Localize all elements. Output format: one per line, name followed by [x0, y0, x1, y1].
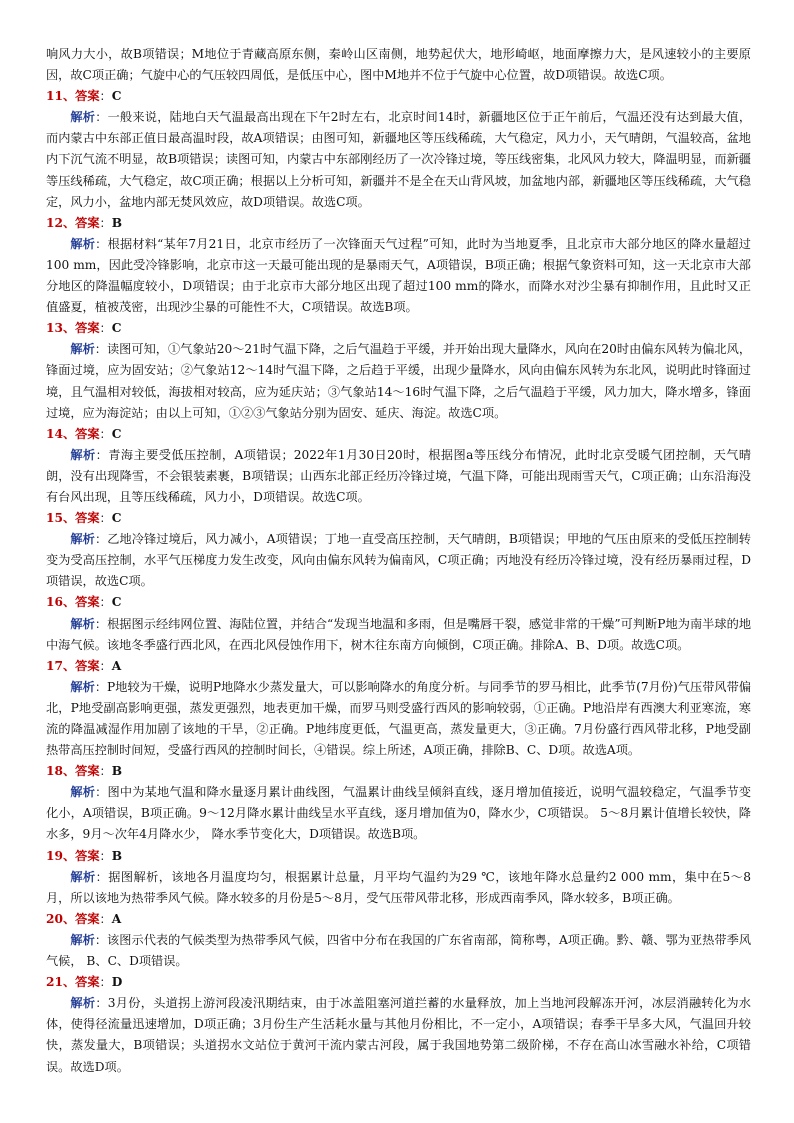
answer-label: 答案: [75, 595, 100, 610]
answer-line: 20、答案：A: [46, 911, 122, 926]
answer-list: [46, 86, 751, 1077]
analysis-paragraph: 解析：图中为某地气温和降水量逐月累计曲线图，气温累计曲线呈倾斜直线，逐月增加值接近，说明气温较稳定，气温季节变化小，A项错误，B项正确。9～12月降水累计曲线呈水平直线，逐月增加值为0，降水少，C项错误。 5～8月累计值增长较快，降水多，9月～次年4月降水少， 降水季节变化大，D项错误。故选B项。: [46, 785, 752, 842]
analysis-paragraph: 解析：根据材料“某年7月21日，北京市经历了一次锋面天气过程”可知，此时为当地夏季，且北京市大部分地区的降水量超过100 mm，因此受冷锋影响，北京市这一天最可能出现的是暴雨天气，A项错误，B项正确；根据气象资料可知，这一天北京市大部分地区的降温幅度较小，D项错误；由于北京市大部分地区出现了超过100 mm的降水，而降水对沙尘暴有抑制作用，且此时又正值盛夏，植被茂密，出现沙尘暴的可能性不大，C项错误。故选B项。: [46, 236, 751, 315]
answer-label: 答案: [75, 764, 100, 779]
analysis-text: 3月份，头道拐上游河段凌汛期结束，由于冰盖阻塞河道拦蓄的水量释放，加上当地河段解冻开河，冰层消融转化为水体，使得径流量迅速增加，D项正确；3月份生产生活耗水量与其他月份相比，不一定小，A项错误；春季干旱多大风，气温回升较快，蒸发量大，B项错误；头道拐水文站位于黄河干流内蒙古河段，属于我国地势第二级阶梯，不存在高山冰雪融水补给，C项错误。故选D项。: [46, 996, 751, 1074]
answer-value: A: [111, 658, 122, 673]
answer-label: 答案: [75, 321, 100, 336]
analysis-label: 解析: [70, 679, 95, 694]
analysis-label: 解析: [70, 996, 96, 1011]
question-number: 17、: [46, 658, 76, 673]
answer-line: 16、答案：C: [46, 595, 122, 610]
answer-item: [46, 592, 751, 655]
analysis-label: 解析: [70, 532, 95, 547]
answer-value: B: [111, 764, 123, 779]
question-number: 20、: [46, 911, 76, 926]
answer-item: [46, 86, 751, 213]
question-number: 16、: [46, 595, 76, 610]
answer-label: 答案: [75, 848, 100, 863]
analysis-label: 解析: [70, 869, 96, 884]
answer-value: A: [111, 911, 122, 926]
question-number: 14、: [46, 426, 76, 441]
answer-value: B: [111, 848, 123, 863]
analysis-text: 据图解析，该地各月温度均匀，根据累计总量，月平均气温约为29 ℃，该地年降水总量约2 000 mm，集中在5～8月，所以该地为热带季风气候。降水较多的月份是5～8月，受气压带风带北移，形成西南季风，降水较多，B项正确。: [46, 869, 752, 905]
answer-line: 18、答案：B: [46, 764, 123, 779]
analysis-label: 解析: [70, 447, 96, 462]
analysis-paragraph: 解析：据图解析，该地各月温度均匀，根据累计总量，月平均气温约为29 ℃，该地年降水总量约2 000 mm，集中在5～8月，所以该地为热带季风气候。降水较多的月份是5～8月，受气压带风带北移，形成西南季风，降水较多，B项正确。: [46, 869, 752, 905]
answer-value: C: [111, 321, 122, 336]
analysis-paragraph: 解析：该图示代表的气候类型为热带季风气候，四省中分布在我国的广东省南部，简称粤，A项正确。黔、赣、鄂为亚热带季风气候， B、C、D项错误。: [46, 932, 752, 969]
analysis-text: 根据图示经纬网位置、海陆位置，并结合“发现当地温和多雨，但是嘴唇干裂，感觉非常的干燥”可判断P地为南半球的地中海气候。该地冬季盛行西北风，在西北风侵蚀作用下，树木往东南方向倾倒，C项正确。排除A、B、D项。故选C项。: [46, 616, 752, 652]
analysis-label: 解析: [70, 342, 95, 357]
question-number: 15、: [46, 511, 76, 526]
analysis-label: 解析: [70, 932, 95, 947]
answer-label: 答案: [75, 215, 100, 230]
intro-paragraph: 响风力大小，故B项错误；M地位于青藏高原东侧，秦岭山区南侧，地势起伏大，地形崎岖，地面摩擦力大，是风速较小的主要原因，故C项正确；气旋中心的气压较四周低，是低压中心，图中M地并不位于气旋中心位置，故D项错误。故选C项。: [46, 47, 751, 83]
analysis-paragraph: 解析：根据图示经纬网位置、海陆位置，并结合“发现当地温和多雨，但是嘴唇干裂，感觉非常的干燥”可判断P地为南半球的地中海气候。该地冬季盛行西北风，在西北风侵蚀作用下，树木往东南方向倾倒，C项正确。排除A、B、D项。故选C项。: [46, 616, 752, 652]
answer-line: 17、答案：A: [46, 658, 122, 673]
answer-item: [46, 508, 751, 592]
answer-label: 答案: [75, 511, 100, 526]
question-number: 18、: [46, 764, 76, 779]
analysis-paragraph: 解析：青海主要受低压控制，A项错误；2022年1月30日20时，根据图a等压线分布情况，此时北京受暖气团控制，天气晴朗，没有出现降雪，不会银装素裹，B项错误；山西东北部正经历冷锋过境，气温下降，可能出现雨雪天气，C项正确；山东沿海没有台风出现，且等压线稀疏，风力小，D项错误。故选C项。: [46, 447, 752, 504]
answer-label: 答案: [75, 975, 100, 990]
analysis-text: 青海主要受低压控制，A项错误；2022年1月30日20时，根据图a等压线分布情况，此时北京受暖气团控制，天气晴朗，没有出现降雪，不会银装素裹，B项错误；山西东北部正经历冷锋过境，气温下降，可能出现雨雪天气，C项正确；山东沿海没有台风出现，且等压线稀疏，风力小，D项错误。故选C项。: [46, 447, 752, 504]
analysis-label: 解析: [70, 785, 96, 800]
answer-value: C: [111, 511, 122, 526]
analysis-text: 根据材料“某年7月21日，北京市经历了一次锋面天气过程”可知，此时为当地夏季，且北京市大部分地区的降水量超过100 mm，因此受冷锋影响，北京市这一天最可能出现的是暴雨天气，A项错误，B项正确；根据气象资料可知，这一天北京市大部分地区的降温幅度较小，D项错误；由于北京市大部分地区出现了超过100 mm的降水，而降水对沙尘暴有抑制作用，且此时又正值盛夏，植被茂密，出现沙尘暴的可能性不大，C项错误。故选B项。: [46, 236, 751, 315]
answer-item: [46, 318, 751, 423]
answer-item: [46, 213, 751, 318]
question-number: 19、: [46, 848, 76, 863]
answer-value: D: [111, 975, 123, 990]
answer-item: [46, 656, 751, 761]
analysis-text: 乙地冷锋过境后，风力减小，A项错误；丁地一直受高压控制，天气晴朗，B项错误；甲地的气压由原来的受低压控制转变为受高压控制，水平气压梯度力发生改变，风向由偏东风转为偏南风，C项正确；丙地没有经历冷锋过境，没有经历暴雨过程，D项错误，故选C项。: [46, 532, 751, 589]
answer-line: 21、答案：D: [46, 975, 123, 990]
answer-item: [46, 846, 751, 909]
answer-label: 答案: [75, 426, 100, 441]
question-number: 21、: [46, 975, 76, 990]
answer-label: 答案: [75, 89, 100, 104]
analysis-paragraph: 解析：P地较为干燥，说明P地降水少蒸发量大，可以影响降水的角度分析。与同季节的罗马相比，此季节(7月份)气压带风带偏北，P地受副高影响更强，蒸发更强烈，地表更加干燥，而罗马则受盛行西风的影响较弱，①正确。P地沿岸有西澳大利亚寒流，寒流的降温减湿作用加剧了该地的干旱，②正确。P地纬度更低，气温更高，蒸发量更大，③正确。7月份盛行西风带北移，P地受副热带高压控制时间短，受盛行西风的控制时间长，④错误。综上所述，A项正确，排除B、C、D项。故选A项。: [46, 679, 752, 758]
answer-line: 15、答案：C: [46, 511, 122, 526]
answer-line: 14、答案：C: [46, 426, 122, 441]
question-number: 13、: [46, 321, 76, 336]
answer-line: 12、答案：B: [46, 215, 123, 230]
analysis-label: 解析: [70, 616, 95, 631]
answer-item: [46, 761, 751, 845]
analysis-paragraph: 解析：一般来说，陆地白天气温最高出现在下午2时左右，北京时间14时，新疆地区位于正午前后，气温还没有达到最大值，而内蒙古中东部正值日最高温时段，故A项错误；由图可知，新疆地区等压线稀疏，大气稳定，风力小，天气晴朗，气温较高，盆地内下沉气流不明显，故B项错误；读图可知，内蒙古中东部刚经历了一次冷锋过境，等压线密集，北风风力较大，降温明显，而新疆等压线稀疏，大气稳定，故C项正确；根据以上分析可知，新疆并不是全在天山背风坡，加盆地内部，新疆地区等压线稀疏，大气稳定，风力小，盆地内部无焚风效应，故D项错误。故选C项。: [46, 110, 752, 209]
analysis-text: P地较为干燥，说明P地降水少蒸发量大，可以影响降水的角度分析。与同季节的罗马相比，此季节(7月份)气压带风带偏北，P地受副高影响更强，蒸发更强烈，地表更加干燥，而罗马则受盛行西风的影响较弱，①正确。P地沿岸有西澳大利亚寒流，寒流的降温减湿作用加剧了该地的干旱，②正确。P地纬度更低，气温更高，蒸发量更大，③正确。7月份盛行西风带北移，P地受副热带高压控制时间短，受盛行西风的控制时间长，④错误。综上所述，A项正确，排除B、C、D项。故选A项。: [46, 679, 752, 758]
analysis-text: 该图示代表的气候类型为热带季风气候，四省中分布在我国的广东省南部，简称粤，A项正确。黔、赣、鄂为亚热带季风气候， B、C、D项错误。: [46, 932, 752, 969]
answer-item: [46, 972, 751, 1077]
answer-label: 答案: [75, 658, 100, 673]
question-number: 12、: [46, 215, 76, 230]
answer-value: B: [111, 215, 123, 230]
analysis-text: 图中为某地气温和降水量逐月累计曲线图，气温累计曲线呈倾斜直线，逐月增加值接近，说明气温较稳定，气温季节变化小，A项错误，B项正确。9～12月降水累计曲线呈水平直线，逐月增加值为0，降水少，C项错误。 5～8月累计值增长较快，降水多，9月～次年4月降水少， 降水季节变化大，D项错误。故选B项。: [46, 785, 752, 842]
analysis-paragraph: 解析：乙地冷锋过境后，风力减小，A项错误；丁地一直受高压控制，天气晴朗，B项错误；甲地的气压由原来的受低压控制转变为受高压控制，水平气压梯度力发生改变，风向由偏东风转为偏南风，C项正确；丙地没有经历冷锋过境，没有经历暴雨过程，D项错误，故选C项。: [46, 532, 751, 589]
answer-line: 19、答案：B: [46, 848, 123, 863]
answer-line: 13、答案：C: [46, 321, 122, 336]
analysis-paragraph: 解析：3月份，头道拐上游河段凌汛期结束，由于冰盖阻塞河道拦蓄的水量释放，加上当地河段解冻开河，冰层消融转化为水体，使得径流量迅速增加，D项正确；3月份生产生活耗水量与其他月份相比，不一定小，A项错误；春季干旱多大风，气温回升较快，蒸发量大，B项错误；头道拐水文站位于黄河干流内蒙古河段，属于我国地势第二级阶梯，不存在高山冰雪融水补给，C项错误。故选D项。: [46, 996, 751, 1074]
answer-value: C: [111, 426, 122, 441]
answer-value: C: [111, 89, 122, 104]
answer-item: [46, 909, 751, 972]
analysis-text: 读图可知，①气象站20～21时气温下降，之后气温趋于平缓，并开始出现大量降水，风向在20时由偏东风转为偏北风，锋面过境，应为固安站；②气象站12～14时气温下降，之后趋于平缓，出现少量降水，风向由偏东风转为东北风，说明此时锋面过境，且气温相对较低，海拔相对较高，应为延庆站；③气象站14～16时气温下降，之后气温趋于平缓，风力加大，降水增多，锋面过境，应为海淀站；由以上可知，①②③气象站分别为固安、延庆、海淀。故选C项。: [46, 342, 752, 420]
answer-value: C: [111, 595, 122, 610]
analysis-paragraph: 解析：读图可知，①气象站20～21时气温下降，之后气温趋于平缓，并开始出现大量降水，风向在20时由偏东风转为偏北风，锋面过境，应为固安站；②气象站12～14时气温下降，之后趋于平缓，出现少量降水，风向由偏东风转为东北风，说明此时锋面过境，且气温相对较低，海拔相对较高，应为延庆站；③气象站14～16时气温下降，之后气温趋于平缓，风力加大，降水增多，锋面过境，应为海淀站；由以上可知，①②③气象站分别为固安、延庆、海淀。故选C项。: [46, 342, 752, 420]
answer-page: [46, 44, 751, 1078]
question-number: 11、: [46, 89, 76, 104]
analysis-text: 一般来说，陆地白天气温最高出现在下午2时左右，北京时间14时，新疆地区位于正午前后，气温还没有达到最大值，而内蒙古中东部正值日最高温时段，故A项错误；由图可知，新疆地区等压线稀疏，大气稳定，风力小，天气晴朗，气温较高，盆地内下沉气流不明显，故B项错误；读图可知，内蒙古中东部刚经历了一次冷锋过境，等压线密集，北风风力较大，降温明显，而新疆等压线稀疏，大气稳定，故C项正确；根据以上分析可知，新疆并不是全在天山背风坡，加盆地内部，新疆地区等压线稀疏，大气稳定，风力小，盆地内部无焚风效应，故D项错误。故选C项。: [46, 110, 752, 209]
analysis-label: 解析: [70, 236, 96, 251]
analysis-label: 解析: [70, 110, 96, 125]
answer-line: 11、答案：C: [46, 89, 122, 104]
answer-label: 答案: [75, 911, 100, 926]
answer-item: [46, 424, 751, 508]
